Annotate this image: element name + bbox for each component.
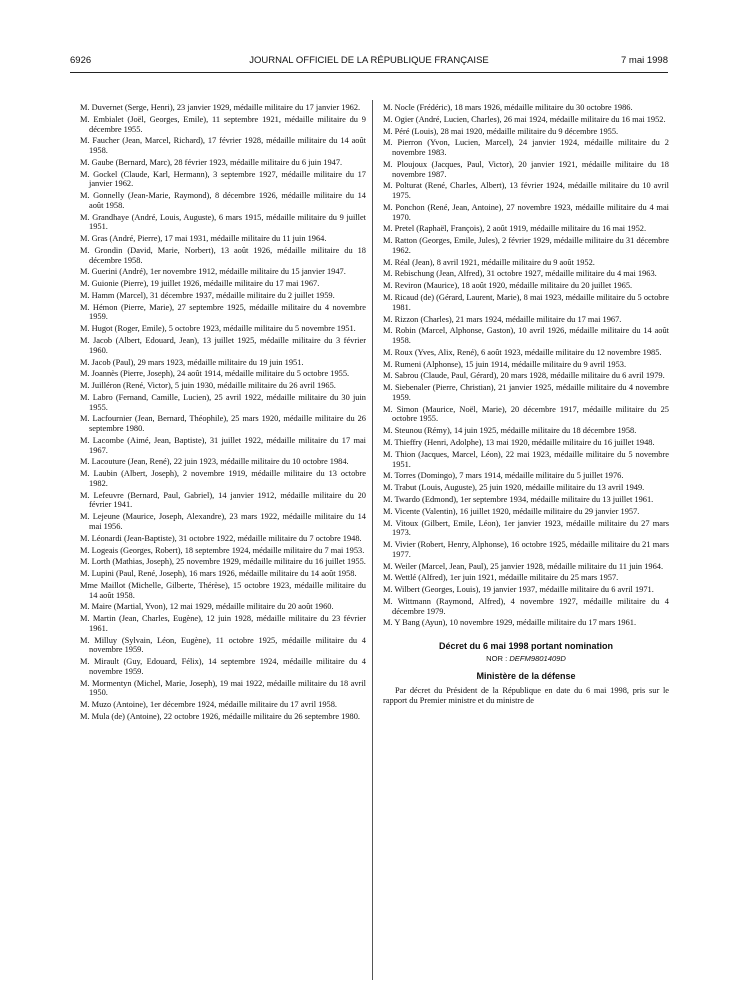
list-item: M. Pretel (Raphaël, François), 2 août 1919, médaille militaire du 16 mai 1952. [383, 224, 647, 234]
list-item: M. Lupini (Paul, René, Joseph), 16 mars 1926, médaille militaire du 14 août 1958. [80, 569, 357, 579]
decree-title: Décret du 6 mai 1998 portant nomination [438, 641, 614, 652]
ministry-heading: Ministère de la défense [476, 670, 576, 681]
list-item: M. Lorth (Mathias, Joseph), 25 novembre 1929, médaille militaire du 16 juillet 1955. [80, 557, 366, 567]
list-item: M. Polturat (René, Charles, Albert), 13 février 1924, médaille militaire du 10 avril 1975. [383, 181, 669, 201]
list-item: M. Rebischung (Jean, Alfred), 31 octobre 1927, médaille militaire du 4 mai 1963. [383, 269, 657, 279]
list-item: M. Guerini (André), 1er novembre 1912, médaille militaire du 15 janvier 1947. [80, 267, 346, 277]
right-entry-list [383, 103, 669, 628]
list-item: M. Rizzon (Charles), 21 mars 1924, médaille militaire du 17 mai 1967. [383, 314, 622, 324]
list-item: M. Hugot (Roger, Emile), 5 octobre 1923, médaille militaire du 5 novembre 1951. [80, 324, 356, 334]
list-item: M. Ploujoux (Jacques, Paul, Victor), 20 janvier 1921, médaille militaire du 18 novembre 1987. [383, 159, 669, 179]
list-item: M. Lefeuvre (Bernard, Paul, Gabriel), 14 janvier 1912, médaille militaire du 20 février 1941. [80, 490, 366, 510]
list-item: M. Trabut (Louis, Auguste), 25 juin 1920, médaille militaire du 13 avril 1949. [383, 483, 645, 493]
right-column [383, 103, 669, 706]
list-item: M. Gockel (Claude, Karl, Hermann), 3 septembre 1927, médaille militaire du 17 janvier 1962. [80, 169, 366, 189]
list-item: M. Gaube (Bernard, Marc), 28 février 1923, médaille militaire du 6 juin 1947. [80, 157, 343, 167]
list-item: M. Duvernet (Serge, Henri), 23 janvier 1929, médaille militaire du 17 janvier 1962. [80, 103, 361, 112]
list-item: M. Gras (André, Pierre), 17 mai 1931, médaille militaire du 11 juin 1964. [80, 234, 327, 244]
list-item: M. Logeais (Georges, Robert), 18 septembre 1924, médaille militaire du 7 mai 1953. [80, 545, 365, 555]
list-item: M. Mula (de) (Antoine), 22 octobre 1926, médaille militaire du 26 septembre 1980. [80, 712, 361, 722]
list-item: M. Grondin (David, Marie, Norbert), 13 août 1926, médaille militaire du 18 décembre 1958. [80, 245, 366, 265]
page-header [70, 55, 668, 69]
list-item: M. Maire (Martial, Yvon), 12 mai 1929, médaille militaire du 20 août 1960. [80, 602, 334, 612]
list-item: M. Reviron (Maurice), 18 août 1920, médaille militaire du 20 juillet 1965. [383, 281, 633, 291]
list-item: M. Péré (Louis), 28 mai 1920, médaille militaire du 9 décembre 1955. [383, 126, 619, 136]
list-item: M. Y Bang (Ayun), 10 novembre 1929, médaille militaire du 17 mars 1961. [383, 618, 637, 628]
list-item: M. Nocle (Frédéric), 18 mars 1926, médaille militaire du 30 octobre 1986. [383, 103, 633, 112]
list-item: M. Lacombe (Aimé, Jean, Baptiste), 31 juillet 1922, médaille militaire du 17 mai 1967. [80, 435, 366, 455]
list-item: M. Guionie (Pierre), 19 juillet 1926, médaille militaire du 17 mai 1967. [80, 279, 320, 289]
list-item: M. Milluy (Sylvain, Léon, Eugène), 11 octobre 1925, médaille militaire du 4 novembre 1959. [80, 635, 366, 655]
list-item: M. Vicente (Valentin), 16 juillet 1920, médaille militaire du 29 janvier 1957. [383, 506, 640, 516]
list-item: M. Joannès (Pierre, Joseph), 24 août 1914, médaille militaire du 5 octobre 1955. [80, 369, 350, 379]
list-item: M. Ponchon (René, Jean, Antoine), 27 novembre 1923, médaille militaire du 4 mai 1970. [383, 202, 669, 222]
list-item: M. Steunou (Rémy), 14 juin 1925, médaille militaire du 18 décembre 1958. [383, 426, 637, 436]
list-item: M. Torres (Domingo), 7 mars 1914, médaille militaire du 5 juillet 1976. [383, 471, 624, 481]
left-column [80, 103, 366, 724]
page-number: 6926 [70, 55, 92, 66]
nor-label: NOR : [486, 653, 510, 663]
issue-date: 7 mai 1998 [620, 55, 668, 66]
list-item: M. Vitoux (Gilbert, Emile, Léon), 1er janvier 1923, médaille militaire du 27 mars 1973. [383, 518, 669, 538]
column-divider [372, 100, 373, 980]
decree-paragraph: Par décret du Président de la République en date du 6 mai 1998, pris sur le rapport du Premier ministre et du ministre de [383, 686, 669, 705]
list-item: M. Thieffry (Henri, Adolphe), 13 mai 1920, médaille militaire du 16 juillet 1948. [383, 438, 655, 448]
list-item: M. Hémon (Pierre, Marie), 27 septembre 1925, médaille militaire du 4 novembre 1959. [80, 302, 366, 322]
list-item: M. Wilbert (Georges, Louis), 19 janvier 1937, médaille militaire du 6 avril 1971. [383, 585, 654, 595]
list-item: Mme Maillot (Michelle, Gilberte, Thérèse), 15 octobre 1923, médaille militaire du 14 août 1958. [80, 580, 366, 600]
list-item: M. Robin (Marcel, Alphonse, Gaston), 10 avril 1926, médaille militaire du 14 août 1958. [383, 326, 669, 346]
list-item: M. Siebenaler (Pierre, Christian), 21 janvier 1925, médaille militaire du 4 novembre 1959. [383, 383, 669, 402]
list-item: M. Roux (Yves, Alix, René), 6 août 1923, médaille militaire du 12 novembre 1985. [383, 347, 662, 357]
list-item: M. Embialet (Joël, Georges, Emile), 11 septembre 1921, médaille militaire du 9 décembre 1955. [80, 114, 366, 134]
list-item: M. Muzo (Antoine), 1er décembre 1924, médaille militaire du 17 avril 1958. [80, 700, 337, 710]
list-item: M. Léonardi (Jean-Baptiste), 31 octobre 1922, médaille militaire du 7 octobre 1948. [80, 533, 362, 543]
list-item: M. Lacouture (Jean, René), 22 juin 1923, médaille militaire du 10 octobre 1984. [80, 457, 349, 467]
list-item: M. Lejeune (Maurice, Joseph, Alexandre), 23 mars 1922, médaille militaire du 14 mai 1956. [80, 512, 366, 531]
nor-code: DEFM9801409D [509, 653, 566, 663]
journal-title: JOURNAL OFFICIEL DE LA RÉPUBLIQUE FRANÇAISE [249, 55, 489, 66]
list-item: M. Simon (Maurice, Noël, Marie), 20 décembre 1917, médaille militaire du 25 octobre 1955. [383, 404, 669, 424]
list-item: M. Wittmann (Raymond, Alfred), 4 novembre 1927, médaille militaire du 4 décembre 1979. [383, 596, 669, 616]
list-item: M. Rumeni (Alphonse), 15 juin 1914, médaille militaire du 9 avril 1953. [383, 359, 627, 369]
list-item: M. Pierron (Yvon, Lucien, Marcel), 24 janvier 1924, médaille militaire du 2 novembre 1983. [383, 138, 669, 158]
list-item: M. Jacob (Paul), 29 mars 1923, médaille militaire du 19 juin 1951. [80, 357, 304, 367]
list-item: M. Twardo (Edmond), 1er septembre 1934, médaille militaire du 13 juillet 1961. [383, 494, 654, 504]
list-item: M. Labro (Fernand, Camille, Lucien), 25 avril 1922, médaille militaire du 30 juin 1955. [80, 392, 366, 412]
list-item: M. Wettlé (Alfred), 1er juin 1921, médaille militaire du 25 mars 1957. [383, 573, 619, 583]
list-item: M. Thion (Jacques, Marcel, Léon), 22 mai 1923, médaille militaire du 5 novembre 1951. [383, 449, 669, 469]
list-item: M. Hamm (Marcel), 31 décembre 1937, médaille militaire du 2 juillet 1959. [80, 290, 335, 300]
nor-reference [383, 654, 669, 664]
list-item: M. Vivier (Robert, Henry, Alphonse), 16 octobre 1925, médaille militaire du 21 mars 1977. [383, 540, 669, 559]
list-item: M. Laubin (Albert, Joseph), 2 novembre 1919, médaille militaire du 13 octobre 1982. [80, 469, 366, 488]
list-item: M. Jacob (Albert, Edouard, Jean), 13 juillet 1925, médaille militaire du 3 février 1960. [80, 336, 366, 355]
list-item: M. Ratton (Georges, Emile, Jules), 2 février 1929, médaille militaire du 31 décembre 1962. [383, 236, 669, 255]
list-item: M. Sabrou (Claude, Paul, Gérard), 20 mars 1928, médaille militaire du 6 avril 1979. [383, 371, 665, 381]
list-item: M. Ogier (André, Lucien, Charles), 26 mai 1924, médaille militaire du 16 mai 1952. [383, 114, 666, 124]
list-item: M. Gonnelly (Jean-Marie, Raymond), 8 décembre 1926, médaille militaire du 14 août 1958. [80, 191, 366, 210]
list-item: M. Juilléron (René, Victor), 5 juin 1930, médaille militaire du 26 avril 1965. [80, 381, 336, 391]
list-item: M. Martin (Jean, Charles, Eugène), 12 juin 1928, médaille militaire du 23 février 1961. [80, 614, 366, 633]
list-item: M. Ricaud (de) (Gérard, Laurent, Marie), 8 mai 1923, médaille militaire du 5 octobre 1981. [383, 293, 669, 312]
list-item: M. Weiler (Marcel, Jean, Paul), 25 janvier 1928, médaille militaire du 11 juin 1964. [383, 561, 664, 571]
list-item: M. Faucher (Jean, Marcel, Richard), 17 février 1928, médaille militaire du 14 août 1958. [80, 136, 366, 155]
list-item: M. Grandhaye (André, Louis, Auguste), 6 mars 1915, médaille militaire du 9 juillet 1951. [80, 212, 366, 232]
list-item: M. Lacfournier (Jean, Bernard, Théophile), 25 mars 1920, médaille militaire du 26 septembre 1980. [80, 414, 366, 434]
list-item: M. Mirault (Guy, Edouard, Félix), 14 septembre 1924, médaille militaire du 4 novembre 1959. [80, 657, 366, 676]
list-item: M. Mormentyn (Michel, Marie, Joseph), 19 mai 1922, médaille militaire du 18 avril 1950. [80, 678, 366, 698]
header-rule [70, 72, 668, 73]
list-item: M. Réal (Jean), 8 avril 1921, médaille militaire du 9 août 1952. [383, 257, 595, 267]
